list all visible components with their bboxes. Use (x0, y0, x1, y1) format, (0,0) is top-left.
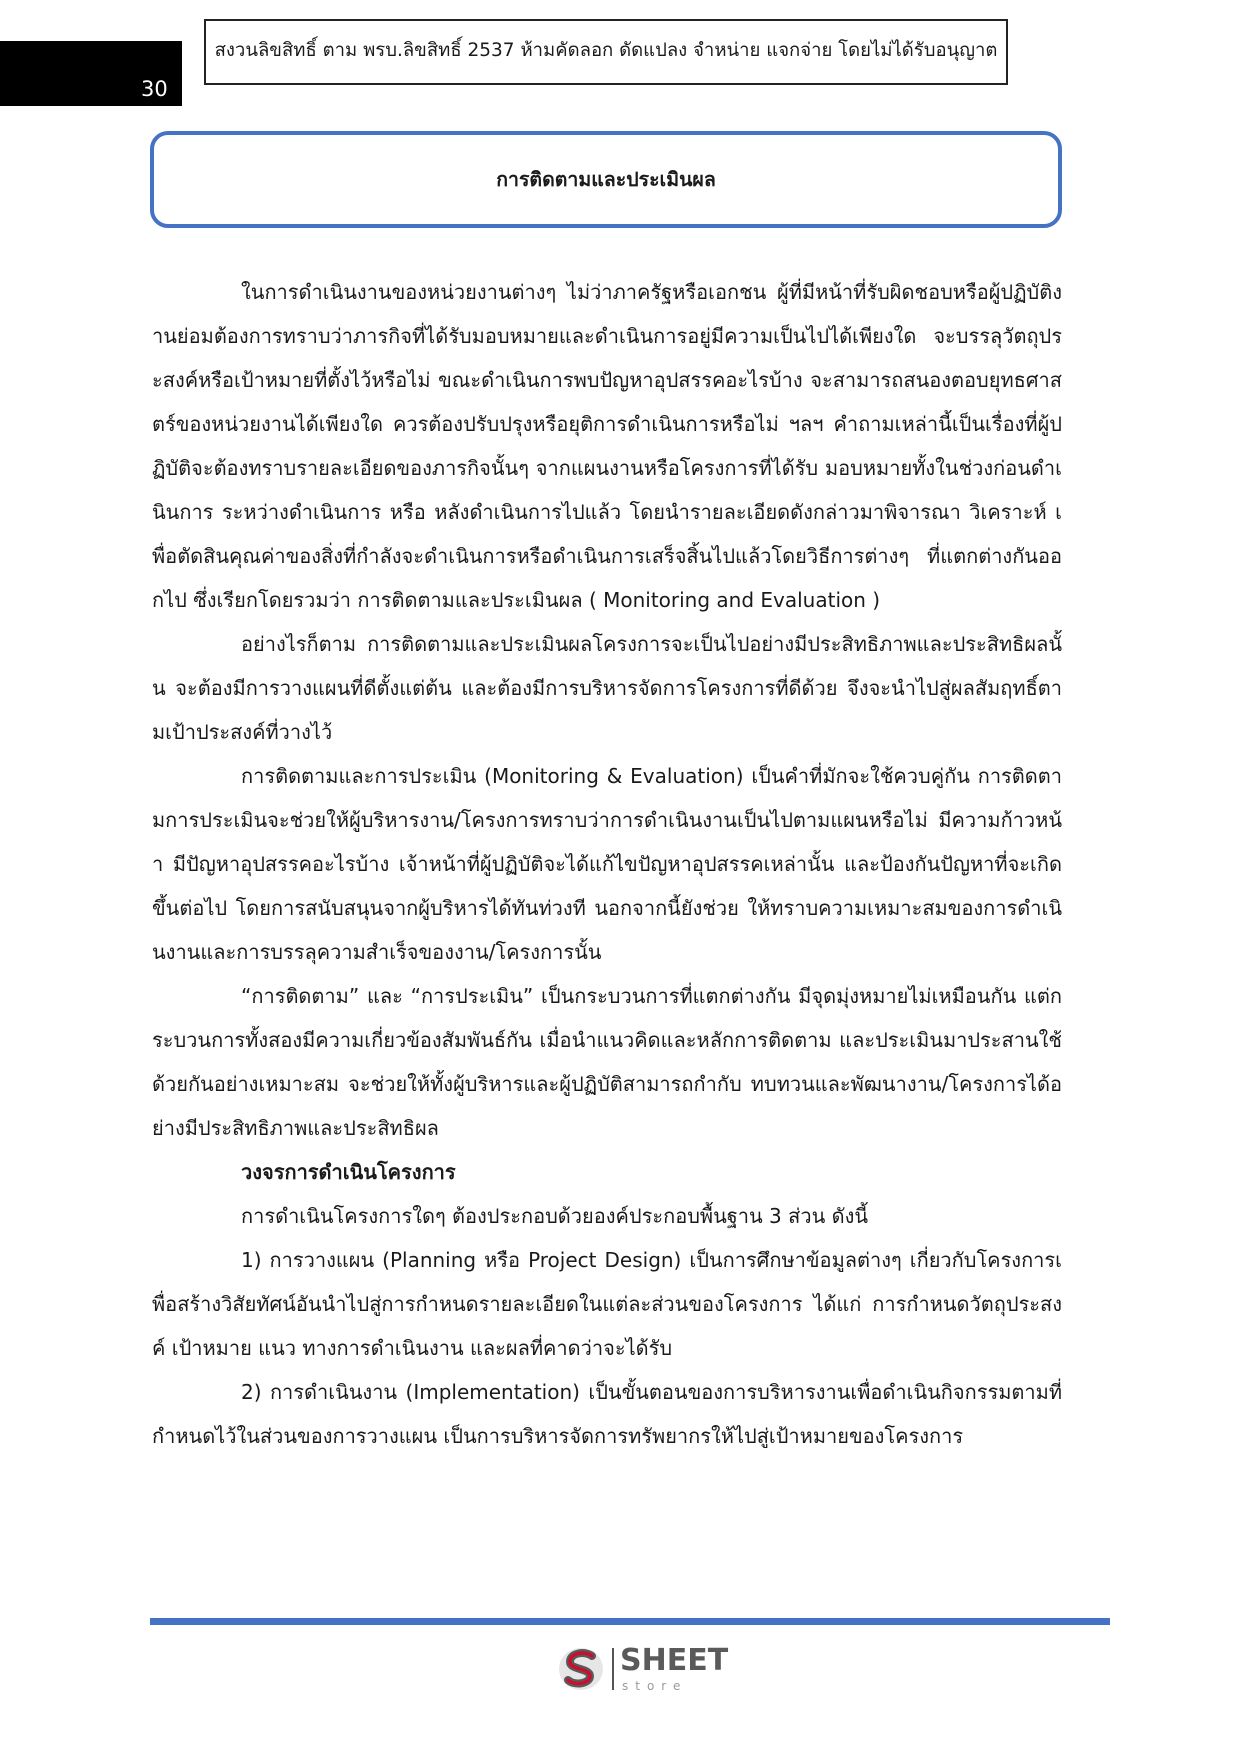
sheet-store-logo (556, 1640, 729, 1698)
section-title-box (150, 131, 1062, 228)
paragraph-intro: ในการดำเนินงานของหน่วยงานต่างๆ ไม่ว่าภาครัฐหรือเอกชน ผู้ที่มีหน้าที่รับผิดชอบหรือผู้ปฏิบัติงานย่อมต้องการทราบว่าภารกิจที่ได้รับมอบหมายและดำเนินการอยู่มีความเป็นไปได้เพียงใด จะบรรลุวัตถุประสงค์หรือเป้าหมายที่ตั้งไว้หรือไม่ ขณะดำเนินการพบปัญหาอุปสรรคอะไรบ้าง จะสามารถสนองตอบยุทธศาสตร์ของหน่วยงานได้เพียงใด ควรต้องปรับปรุงหรือยุติการดำเนินการหรือไม่ ฯลฯ คำถามเหล่านี้เป็นเรื่องที่ผู้ปฏิบัติจะต้องทราบรายละเอียดของภารกิจนั้นๆ จากแผนงานหรือโครงการที่ได้รับ มอบหมายทั้งในช่วงก่อนดำเนินการ ระหว่างดำเนินการ หรือ หลังดำเนินการไปแล้ว โดยนำรายละเอียดดังกล่าวมาพิจารณา วิเคราะห์ เพื่อตัดสินคุณค่าของสิ่งที่กำลังจะดำเนินการหรือดำเนินการเสร็จสิ้นไปแล้วโดยวิธีการต่างๆ ที่แตกต่างกันออกไป ซึ่งเรียกโดยรวมว่า การติดตามและประเมินผล ( Monitoring and Evaluation ) (152, 280, 1062, 612)
copyright-notice: สงวนลิขสิทธิ์ ตาม พรบ.ลิขสิทธิ์ 2537 ห้ามคัดลอก ดัดแปลง จำหน่าย แจกจ่าย โดยไม่ได้รับอนุญาต (214, 40, 998, 61)
paragraph-cycle-components: การดำเนินโครงการใดๆ ต้องประกอบด้วยองค์ประกอบพื้นฐาน 3 ส่วน ดังนี้ (241, 1204, 869, 1228)
paragraph-planning: 1) การวางแผน (Planning หรือ Project Design) เป็นการศึกษาข้อมูลต่างๆ เกี่ยวกับโครงการเพื่อสร้างวิสัยทัศน์อันนำไปสู่การกำหนดรายละเอียดในแต่ละส่วนของโครงการ ได้แก่ การกำหนดวัตถุประสงค์ เป้าหมาย แนว ทางการดำเนินงาน และผลที่คาดว่าจะได้รับ (152, 1248, 1062, 1360)
logo-divider (612, 1648, 614, 1690)
paragraph-implementation: 2) การดำเนินงาน (Implementation) เป็นขั้นตอนของการบริหารงานเพื่อดำเนินกิจกรรมตามที่กำหนดไว้ในส่วนของการวางแผน เป็นการบริหารจัดการทรัพยากรให้ไปสู่เป้าหมายของโครงการ (152, 1380, 1062, 1448)
paragraph-process-relationship: “การติดตาม” และ “การประเมิน” เป็นกระบวนการที่แตกต่างกัน มีจุดมุ่งหมายไม่เหมือนกัน แต่กระบวนการทั้งสองมีความเกี่ยวข้องสัมพันธ์กัน เมื่อนำแนวคิดและหลักการติดตาม และประเมินมาประสานใช้ด้วยกันอย่างเหมาะสม จะช่วยให้ทั้งผู้บริหารและผู้ปฏิบัติสามารถกำกับ ทบทวนและพัฒนางาน/โครงการได้อย่างมีประสิทธิภาพและประสิทธิผล (152, 984, 1062, 1140)
page-number: 30 (141, 77, 168, 101)
copyright-notice-box (204, 19, 1008, 85)
logo-subtext: store (622, 1679, 688, 1693)
paragraph-monitoring-evaluation: การติดตามและการประเมิน (Monitoring & Evaluation) เป็นคำที่มักจะใช้ควบคู่กัน การติดตามการประเมินจะช่วยให้ผู้บริหารงาน/โครงการทราบว่าการดำเนินงานเป็นไปตามแผนหรือไม่ มีความก้าวหน้า มีปัญหาอุปสรรคอะไรบ้าง เจ้าหน้าที่ผู้ปฏิบัติจะได้แก้ไขปัญหาอุปสรรคเหล่านั้น และป้องกันปัญหาที่จะเกิดขึ้นต่อไป โดยการสนับสนุนจากผู้บริหารได้ทันท่วงที นอกจากนี้ยังช่วย ให้ทราบความเหมาะสมของการดำเนินงานและการบรรลุความสำเร็จของงาน/โครงการนั้น (152, 764, 1062, 964)
subheading-project-cycle: วงจรการดำเนินโครงการ (241, 1160, 456, 1184)
logo-wordmark: SHEET (620, 1643, 729, 1678)
sheet-s-logo-icon (556, 1644, 606, 1694)
paragraph-efficiency: อย่างไรก็ตาม การติดตามและประเมินผลโครงการจะเป็นไปอย่างมีประสิทธิภาพและประสิทธิผลนั้น จะต้องมีการวางแผนที่ดีตั้งแต่ต้น และต้องมีการบริหารจัดการโครงการที่ดีด้วย จึงจะนำไปสู่ผลสัมฤทธิ์ตามเป้าประสงค์ที่วางไว้ (152, 632, 1062, 744)
body-text (152, 270, 1062, 1458)
section-title: การติดตามและประเมินผล (496, 168, 716, 191)
footer-rule (150, 1618, 1110, 1625)
